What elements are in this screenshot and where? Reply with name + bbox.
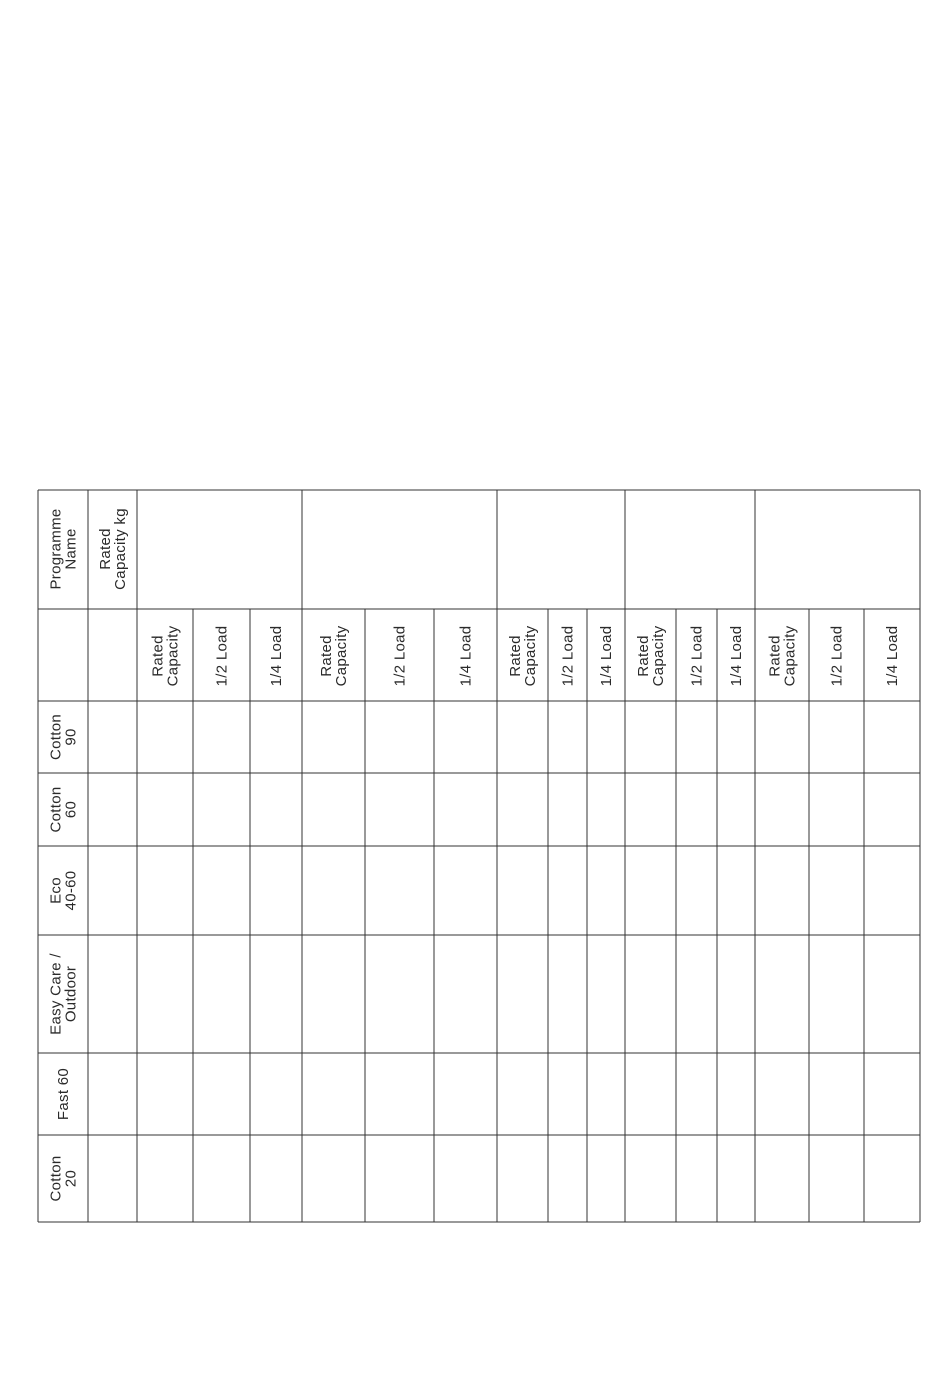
column-header-rated-capacity-line: Capacity <box>522 625 539 687</box>
column-header-rated-capacity <box>767 625 799 686</box>
programme-name-line: Fast 60 <box>55 1067 72 1121</box>
column-header-rated-capacity <box>150 625 182 686</box>
column-header-half-load <box>689 626 706 687</box>
programme-name-line: Easy Care / <box>47 953 65 1035</box>
column-header-quarter-load-line: 1/4 Load <box>728 625 745 687</box>
column-header-quarter-load <box>598 626 615 687</box>
column-header-quarter-load-line: 1/4 Load <box>884 625 901 687</box>
column-header-rated-capacity <box>507 625 539 686</box>
header-rated-capacity-kg-line: Rated <box>97 528 114 570</box>
column-header-rated-capacity-line: Capacity <box>781 625 799 687</box>
column-header-half-load <box>214 626 231 687</box>
programme-name-line: 60 <box>62 800 80 819</box>
column-header-rated-capacity <box>635 625 667 686</box>
column-header-quarter-load <box>458 626 475 687</box>
column-header-rated-capacity-line: Rated <box>318 635 335 677</box>
programme-name <box>48 1156 80 1202</box>
programme-name <box>48 714 80 760</box>
table-labels <box>48 508 902 1201</box>
programme-name-line: Cotton <box>47 1155 65 1202</box>
programme-name <box>55 1068 72 1120</box>
column-header-rated-capacity-line: Rated <box>766 635 784 677</box>
programme-name-line: 40-60 <box>62 870 80 911</box>
programme-name-line: Eco <box>47 877 65 904</box>
column-header-rated-capacity-line: Rated <box>635 635 652 677</box>
programme-name-line: Cotton <box>47 714 65 760</box>
header-programme-name-line: Programme <box>47 508 65 590</box>
column-header-quarter-load-line: 1/4 Load <box>457 625 475 687</box>
column-header-half-load <box>560 626 577 687</box>
column-header-rated-capacity <box>318 625 350 686</box>
table-grid <box>38 490 920 1222</box>
column-header-rated-capacity-line: Capacity <box>333 625 350 687</box>
programme-name <box>48 871 80 911</box>
programme-name-line: 20 <box>62 1169 80 1188</box>
column-header-quarter-load-line: 1/4 Load <box>598 625 615 687</box>
column-header-quarter-load <box>884 626 901 687</box>
column-header-half-load <box>829 626 846 687</box>
column-header-half-load-line: 1/2 Load <box>559 625 577 687</box>
column-header-half-load-line: 1/2 Load <box>213 625 231 687</box>
column-header-rated-capacity-line: Capacity <box>650 625 667 687</box>
column-header-quarter-load <box>728 626 745 687</box>
column-header-quarter-load-line: 1/4 Load <box>268 625 285 687</box>
programme-name <box>48 953 80 1035</box>
programme-name-line: Cotton <box>47 786 65 833</box>
column-header-quarter-load <box>268 626 285 687</box>
programme-name-line: Outdoor <box>62 965 80 1023</box>
column-header-rated-capacity-line: Rated <box>507 635 524 677</box>
programme-name <box>48 787 80 833</box>
column-header-rated-capacity-line: Rated <box>149 635 167 677</box>
header-rated-capacity-kg-line: Capacity kg <box>112 508 129 590</box>
column-header-half-load-line: 1/2 Load <box>391 625 409 687</box>
header-programme-name-line: Name <box>62 528 80 570</box>
programme-name-line: 90 <box>62 728 80 746</box>
column-header-half-load-line: 1/2 Load <box>828 625 846 687</box>
header-programme-name <box>48 508 80 589</box>
column-header-half-load <box>392 626 409 687</box>
header-rated-capacity-kg <box>97 508 129 590</box>
column-header-rated-capacity-line: Capacity <box>164 625 182 687</box>
column-header-half-load-line: 1/2 Load <box>688 625 706 687</box>
